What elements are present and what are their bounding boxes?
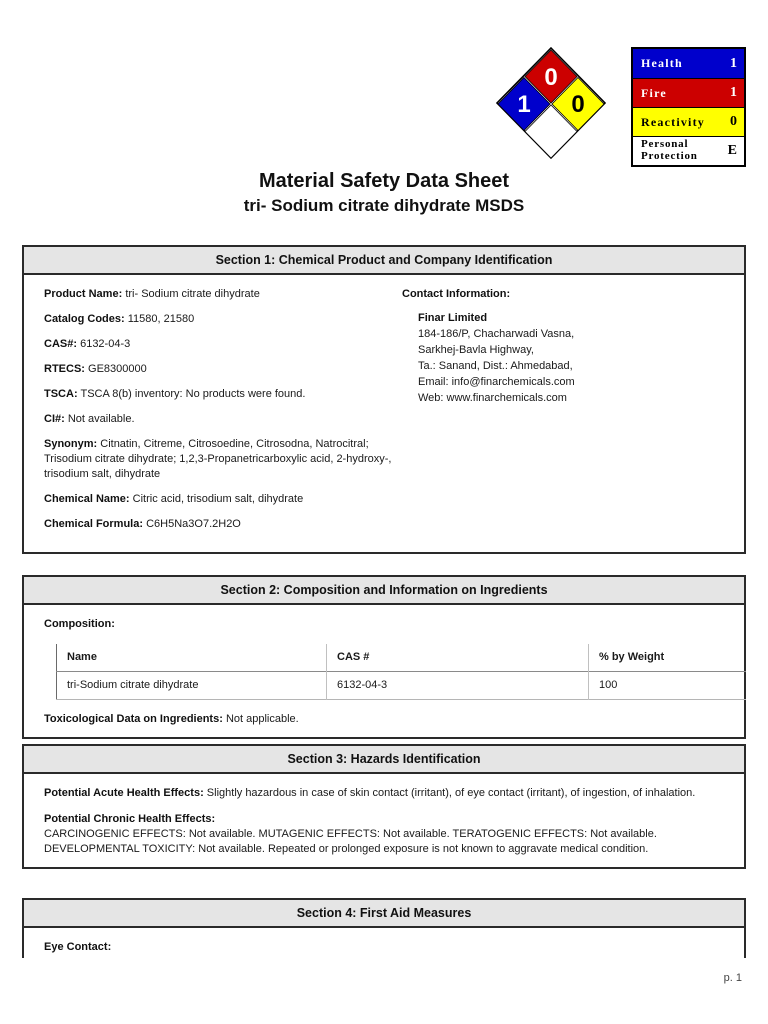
- section-4: [22, 898, 746, 958]
- column-header-name: Name: [67, 651, 97, 663]
- field-label: Product Name:: [44, 288, 123, 300]
- composition-data-row: [57, 672, 747, 700]
- column-header-cas: CAS #: [327, 644, 589, 672]
- hazard-value: 0: [730, 114, 737, 129]
- acute-effects-value: Slightly hazardous in case of skin contact (irritant), of eye contact (irritant), of ingestion, of inhalation.: [206, 787, 696, 799]
- hazard-label: Reactivity: [641, 114, 705, 129]
- field-value: TSCA 8(b) inventory: No products were found.: [80, 388, 306, 400]
- section-3: [22, 744, 746, 869]
- section-2: [22, 575, 746, 739]
- field-value: tri- Sodium citrate dihydrate: [125, 288, 260, 300]
- hazard-label: Health: [641, 56, 683, 71]
- acute-effects-paragraph: [44, 786, 730, 801]
- hazard-value: 1: [730, 55, 737, 71]
- field-rtecs: [44, 362, 396, 377]
- toxicological-data-line: [44, 712, 730, 727]
- hazard-row-fire: [633, 78, 744, 107]
- field-value: 11580, 21580: [127, 313, 195, 325]
- hazard-row-personal-protection: [633, 136, 744, 165]
- composition-label: Composition:: [44, 618, 115, 630]
- chronic-effects-value: CARCINOGENIC EFFECTS: Not available. MUTAGENIC EFFECTS: Not available. TERATOGENIC EFFECTS: Not available. DEVELOPMENTAL TOXICITY: Not available. Repeated or prolonged exposure is not known to aggravate medical condition.: [44, 828, 657, 855]
- hazard-value: E: [727, 143, 737, 158]
- eye-contact-label: Eye Contact:: [44, 941, 112, 953]
- nfpa-diamond-svg: [496, 46, 606, 160]
- cell-weight: 100: [589, 672, 747, 700]
- hazard-value: 1: [730, 85, 737, 100]
- hazard-label: Personal Protection: [641, 138, 698, 162]
- composition-table: [56, 644, 746, 700]
- field-value: Citnatin, Citreme, Citrosoedine, Citrosodna, Natrocitral; Trisodium citrate dihydrate; 1,2,3-Propanetricarboxylic acid, 2-hydroxy-, trisodium salt, dihydrate: [44, 438, 392, 480]
- field-product-name: [44, 287, 396, 302]
- field-label: RTECS:: [44, 363, 85, 375]
- field-label: Catalog Codes:: [44, 313, 125, 325]
- field-value: C6H5Na3O7.2H2O: [146, 518, 241, 530]
- contact-information-column: [396, 287, 730, 542]
- address-line: Ta.: Sanand, Dist.: Ahmedabad,: [418, 360, 573, 372]
- field-label: CI#:: [44, 413, 65, 425]
- field-tsca: [44, 387, 396, 402]
- section-4-header: Section 4: First Aid Measures: [24, 900, 744, 928]
- section-1-body: [24, 275, 744, 552]
- field-label: TSCA:: [44, 388, 78, 400]
- hazard-rating-table: [631, 47, 746, 167]
- address-line: 184-186/P, Chacharwadi Vasna,: [418, 328, 575, 340]
- nfpa-diamond-icon: [496, 46, 606, 160]
- nfpa-health-rating: 1: [517, 91, 531, 118]
- nfpa-reactivity-rating: 0: [571, 91, 585, 118]
- composition-header-row: [57, 644, 747, 672]
- cell-name: tri-Sodium citrate dihydrate: [67, 679, 199, 691]
- field-ci-number: [44, 412, 396, 427]
- product-identification-column: [44, 287, 396, 542]
- toxicological-value: Not applicable.: [225, 713, 299, 725]
- chronic-effects-label: Potential Chronic Health Effects:: [44, 813, 216, 825]
- field-value: 6132-04-3: [80, 338, 131, 350]
- field-value: Not available.: [67, 413, 135, 425]
- field-value: GE8300000: [88, 363, 147, 375]
- acute-effects-label: Potential Acute Health Effects:: [44, 787, 204, 799]
- hazard-row-health: [633, 49, 744, 78]
- section-2-body: [24, 605, 744, 737]
- company-name: Finar Limited: [418, 312, 488, 324]
- toxicological-label: Toxicological Data on Ingredients:: [44, 713, 223, 725]
- page-number: p. 1: [723, 972, 742, 984]
- field-synonym: [44, 437, 396, 482]
- field-label: CAS#:: [44, 338, 78, 350]
- document-subtitle: tri- Sodium citrate dihydrate MSDS: [243, 196, 525, 215]
- email-line: Email: info@finarchemicals.com: [418, 376, 575, 388]
- field-chemical-name: [44, 492, 396, 507]
- section-2-header: Section 2: Composition and Information on Ingredients: [24, 577, 744, 605]
- field-label: Chemical Name:: [44, 493, 130, 505]
- field-value: Citric acid, trisodium salt, dihydrate: [132, 493, 304, 505]
- section-4-body: [24, 928, 744, 965]
- contact-information-label: Contact Information:: [402, 288, 511, 300]
- nfpa-fire-rating: 0: [544, 64, 558, 91]
- contact-block: [418, 310, 730, 406]
- cell-cas: 6132-04-3: [327, 672, 589, 700]
- hazard-label: Fire: [641, 85, 667, 100]
- field-cas-number: [44, 337, 396, 352]
- section-1: [22, 245, 746, 554]
- address-line: Sarkhej-Bavla Highway,: [418, 344, 534, 356]
- column-header-weight: % by Weight: [589, 644, 747, 672]
- section-1-header: Section 1: Chemical Product and Company Identification: [24, 247, 744, 275]
- section-3-header: Section 3: Hazards Identification: [24, 746, 744, 774]
- web-line: Web: www.finarchemicals.com: [418, 392, 567, 404]
- title-block: [0, 170, 768, 216]
- field-label: Synonym:: [44, 438, 98, 450]
- field-catalog-codes: [44, 312, 396, 327]
- field-chemical-formula: [44, 517, 396, 532]
- chronic-effects-paragraph: [44, 812, 730, 857]
- hazard-row-reactivity: [633, 107, 744, 136]
- section-3-body: [24, 774, 744, 867]
- field-label: Chemical Formula:: [44, 518, 144, 530]
- document-title: Material Safety Data Sheet: [258, 170, 510, 192]
